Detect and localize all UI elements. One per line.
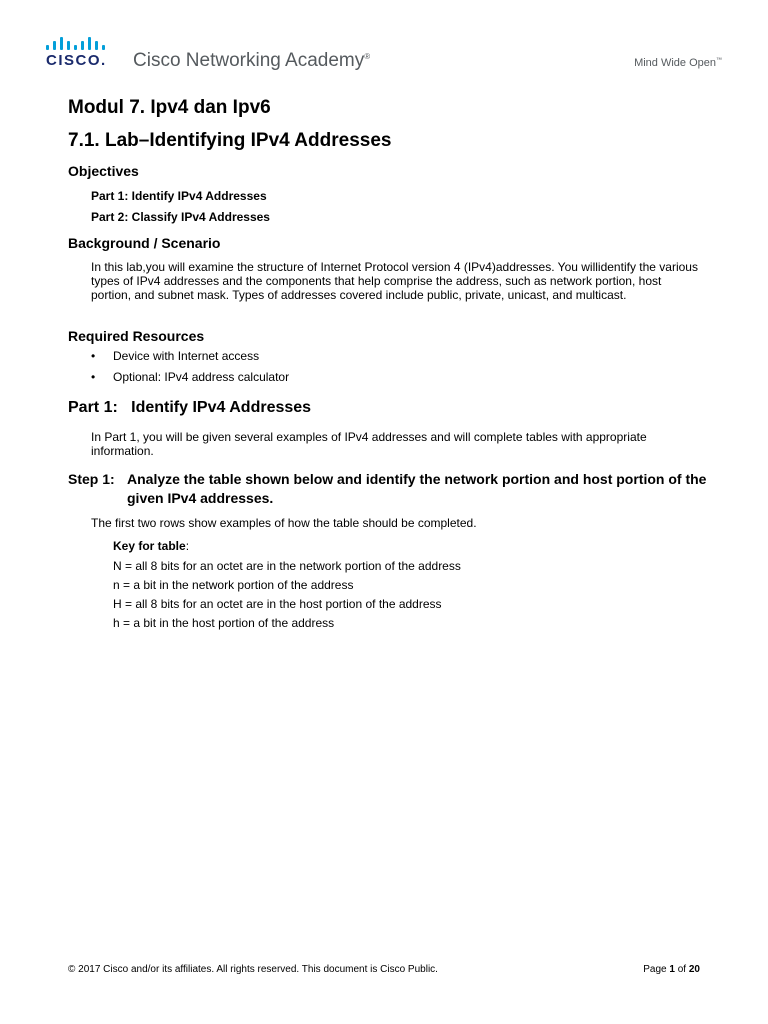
step1-text: Analyze the table shown below and identify the network portion and host portion of the given IPv4 addresses.: [127, 471, 707, 506]
part1-heading: Part 1: Identify IPv4 Addresses: [68, 399, 312, 416]
objectives-heading: Objectives: [68, 163, 139, 179]
modul-title: Modul 7. Ipv4 dan Ipv6: [68, 97, 271, 118]
step1-number: Step 1:: [68, 471, 115, 487]
cisco-logo-bars-icon: [46, 34, 112, 50]
key-line: n = a bit in the network portion of the address: [113, 578, 354, 592]
tagline: Mind Wide Open™: [634, 57, 722, 69]
key-line: H = all 8 bits for an octet are in the host portion of the address: [113, 597, 442, 611]
resources-heading: Required Resources: [68, 328, 205, 344]
example-note: The first two rows show examples of how the table should be completed.: [91, 516, 477, 530]
cisco-wordmark: CISCO.: [46, 52, 107, 69]
objective-item: Part 2: Classify IPv4 Addresses: [91, 210, 270, 224]
key-line: N = all 8 bits for an octet are in the network portion of the address: [113, 559, 461, 573]
part1-intro: In Part 1, you will be given several examples of IPv4 addresses and will complete tables with appropriate information.: [91, 430, 647, 458]
resource-item: • Device with Internet access: [91, 349, 260, 363]
academy-title: Cisco Networking Academy®: [133, 50, 371, 71]
key-title: Key for table:: [113, 539, 190, 553]
key-line: h = a bit in the host portion of the address: [113, 616, 335, 630]
background-heading: Background / Scenario: [68, 235, 221, 251]
footer-page-number: Page 1 of 20: [643, 964, 700, 975]
page-header: [0, 0, 768, 80]
resource-item: • Optional: IPv4 address calculator: [91, 370, 290, 384]
footer-copyright: © 2017 Cisco and/or its affiliates. All rights reserved. This document is Cisco Public.: [68, 964, 438, 975]
objective-item: Part 1: Identify IPv4 Addresses: [91, 189, 267, 203]
background-paragraph: In this lab,you will examine the structure of Internet Protocol version 4 (IPv4)addresses. You willidentify the various types of IPv4 addresses and the components that help comprise the address, such as network portion, host portion, and subnet mask. Types of addresses covered include public, private, unicast, and multicast.: [91, 260, 698, 302]
lab-title: 7.1. Lab–Identifying IPv4 Addresses: [68, 130, 392, 151]
